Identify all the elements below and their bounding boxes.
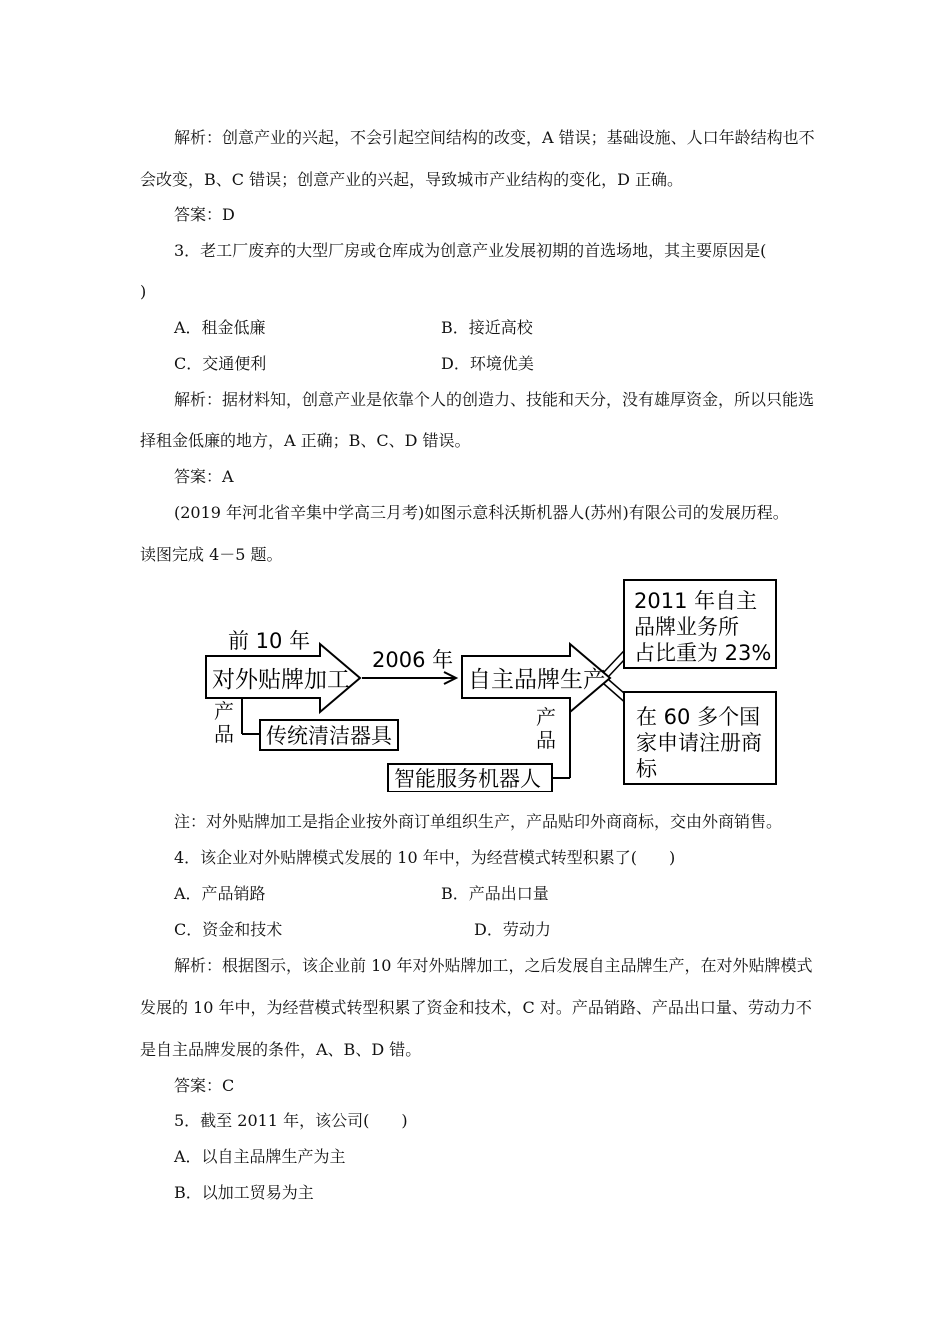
- box-intelligent-service-robot: 智能服务机器人: [394, 767, 541, 791]
- box-own-brand-production: 自主品牌生产: [468, 667, 606, 693]
- q4-analysis-line2: 发展的 10 年中，为经营模式转型积累了资金和技术，C 对。产品销路、产品出口量、劳动力不: [140, 998, 812, 1017]
- q3-answer: 答案：A: [174, 467, 234, 486]
- q3-option-d: D．环境优美: [441, 354, 534, 373]
- q4-analysis-line3: 是自主品牌发展的条件，A、B、D 错。: [140, 1040, 422, 1059]
- q3-stem-end: ): [140, 282, 147, 301]
- q3-analysis-line2: 择租金低廉的地方，A 正确；B、C、D 错误。: [140, 431, 471, 450]
- q3-option-c: C．交通便利: [174, 354, 267, 373]
- q4-option-c: C．资金和技术: [174, 920, 283, 939]
- q4-analysis-line1: 解析：根据图示，该企业前 10 年对外贴牌加工，之后发展自主品牌生产，在对外贴牌模式: [174, 956, 813, 975]
- label-product-right-1: 产: [536, 705, 556, 729]
- box-trademark-line3: 标: [636, 757, 657, 781]
- intro-line1: (2019 年河北省辛集中学高三月考)如图示意科沃斯机器人(苏州)有限公司的发展历程。: [174, 503, 789, 522]
- q2-answer: 答案：D: [174, 205, 235, 224]
- q4-option-b: B．产品出口量: [441, 884, 549, 903]
- box-trademark-line1: 在 60 多个国: [636, 705, 761, 729]
- company-development-diagram: [200, 572, 800, 792]
- q2-analysis-line2: 会改变，B、C 错误；创意产业的兴起，导致城市产业结构的变化，D 正确。: [140, 170, 684, 189]
- label-product-left-1: 产: [214, 699, 234, 723]
- box-2011-share-line1: 2011 年自主: [634, 589, 758, 613]
- label-product-left-2: 品: [214, 722, 234, 746]
- box-traditional-cleaning-tools: 传统清洁器具: [266, 724, 392, 748]
- label-before-10-years: 前 10 年: [228, 629, 311, 653]
- diagram-note: 注：对外贴牌加工是指企业按外商订单组织生产，产品贴印外商商标，交由外商销售。: [174, 812, 783, 831]
- q5-option-a: A．以自主品牌生产为主: [174, 1147, 346, 1166]
- q3-option-b: B．接近高校: [441, 318, 533, 337]
- box-2011-share-line2: 品牌业务所: [634, 615, 739, 639]
- q4-stem: 4．该企业对外贴牌模式发展的 10 年中，为经营模式转型积累了( ): [174, 848, 676, 867]
- q3-option-a: A．租金低廉: [174, 318, 266, 337]
- q2-analysis-line1: 解析：创意产业的兴起，不会引起空间结构的改变，A 错误；基础设施、人口年龄结构也不: [174, 128, 815, 147]
- q5-option-b: B．以加工贸易为主: [174, 1183, 314, 1202]
- label-2006: 2006 年: [372, 648, 454, 672]
- q4-option-a: A．产品销路: [174, 884, 266, 903]
- q3-analysis-line1: 解析：据材料知，创意产业是依靠个人的创造力、技能和天分，没有雄厚资金，所以只能选: [174, 390, 815, 409]
- q3-stem: 3．老工厂废弃的大型厂房或仓库成为创意产业发展初期的首选场地，其主要原因是(: [174, 241, 767, 260]
- intro-line2: 读图完成 4－5 题。: [140, 545, 283, 564]
- box-trademark-line2: 家申请注册商: [636, 731, 762, 755]
- box-oem-processing: 对外贴牌加工: [212, 667, 350, 693]
- box-2011-share-line3: 占比重为 23%: [634, 641, 772, 665]
- q4-option-d: D．劳动力: [474, 920, 551, 939]
- q4-answer: 答案：C: [174, 1076, 235, 1095]
- label-product-right-2: 品: [536, 728, 556, 752]
- q5-stem: 5．截至 2011 年，该公司( ): [174, 1111, 408, 1130]
